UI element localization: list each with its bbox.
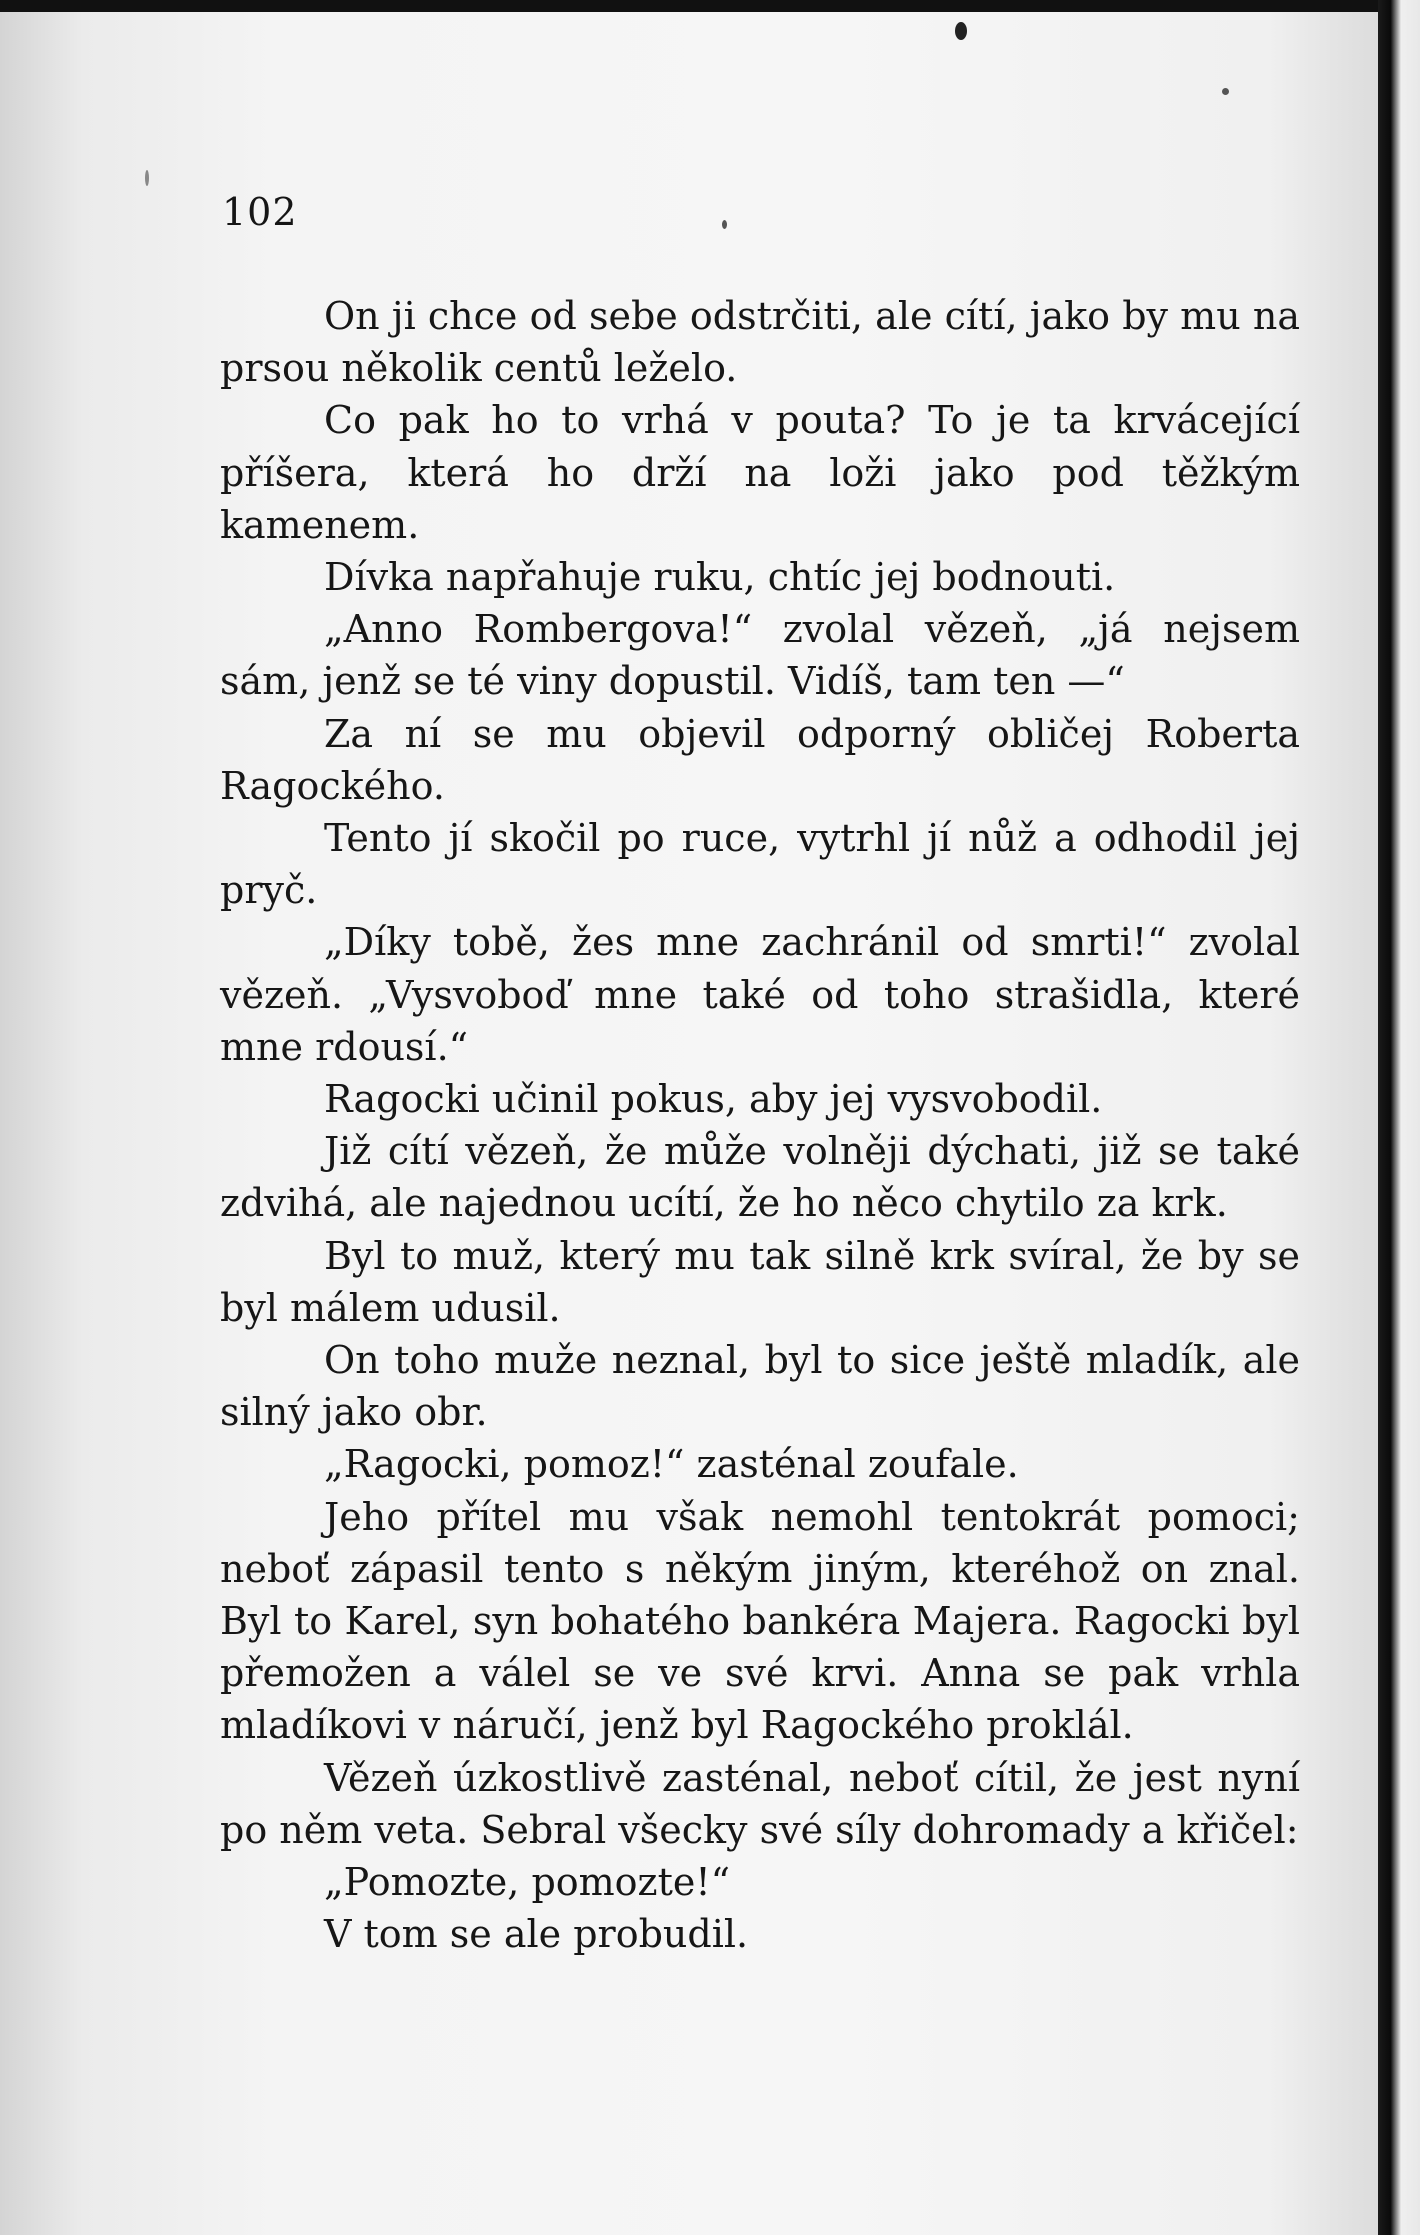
- page-number: 102: [222, 190, 298, 234]
- paragraph: „Pomozte, pomozte!“: [324, 1860, 731, 1905]
- scan-speck: [722, 220, 727, 229]
- scan-speck: [955, 22, 967, 40]
- paragraph: „Díky tobě, žes mne zachránil od smrti!“ zvolal vězeň. „Vysvoboď mne také od toho strašidla, které mne rdousí.“: [220, 920, 1300, 1069]
- paragraph: Již cítí vězeň, že může volněji dýchati, již se také zdvihá, ale najednou ucítí, že ho něco chytilo za krk.: [220, 1129, 1300, 1226]
- paragraph: „Anno Rombergova!“ zvolal vězeň, „já nejsem sám, jenž se té viny dopustil. Vidíš, tam ten —“: [220, 607, 1300, 704]
- paragraph: Jeho přítel mu však nemohl tentokrát pomoci; neboť zápasil tento s někým jiným, kteréhož on znal. Byl to Karel, syn bohatého bankéra Majera. Ragocki byl přemožen a válel se ve své krvi. Anna se pak vrhla mladíkovi v náručí, jenž byl Ragockého proklál.: [220, 1494, 1300, 1748]
- page-edge-strip: [1378, 0, 1420, 2235]
- paragraph: Ragocki učinil pokus, aby jej vysvobodil.: [324, 1077, 1103, 1122]
- paragraph: On ji chce od sebe odstrčiti, ale cítí, jako by mu na prsou několik centů leželo.: [220, 294, 1300, 391]
- paragraph: „Ragocki, pomoz!“ zasténal zoufale.: [324, 1442, 1019, 1487]
- paragraph: Vězeň úzkostlivě zasténal, neboť cítil, že jest nyní po něm veta. Sebral všecky své síly dohromady a křičel:: [220, 1755, 1300, 1852]
- paragraph: Co pak ho to vrhá v pouta? To je ta krvácející příšera, která ho drží na loži jako pod těžkým kamenem.: [220, 398, 1300, 547]
- scan-speck: [1222, 88, 1229, 95]
- scan-speck: [145, 170, 149, 186]
- paragraph: On toho muže neznal, byl to sice ještě mladík, ale silný jako obr.: [220, 1338, 1300, 1435]
- paragraph: Byl to muž, který mu tak silně krk svíral, že by se byl málem udusil.: [220, 1233, 1300, 1330]
- paragraph: Dívka napřahuje ruku, chtíc jej bodnouti.: [324, 555, 1116, 600]
- paragraph: V tom se ale probudil.: [324, 1912, 749, 1957]
- paragraph: Tento jí skočil po ruce, vytrhl jí nůž a odhodil jej pryč.: [220, 816, 1300, 913]
- body-text: [220, 290, 1300, 1961]
- paragraph: Za ní se mu objevil odporný obličej Roberta Ragockého.: [220, 711, 1300, 808]
